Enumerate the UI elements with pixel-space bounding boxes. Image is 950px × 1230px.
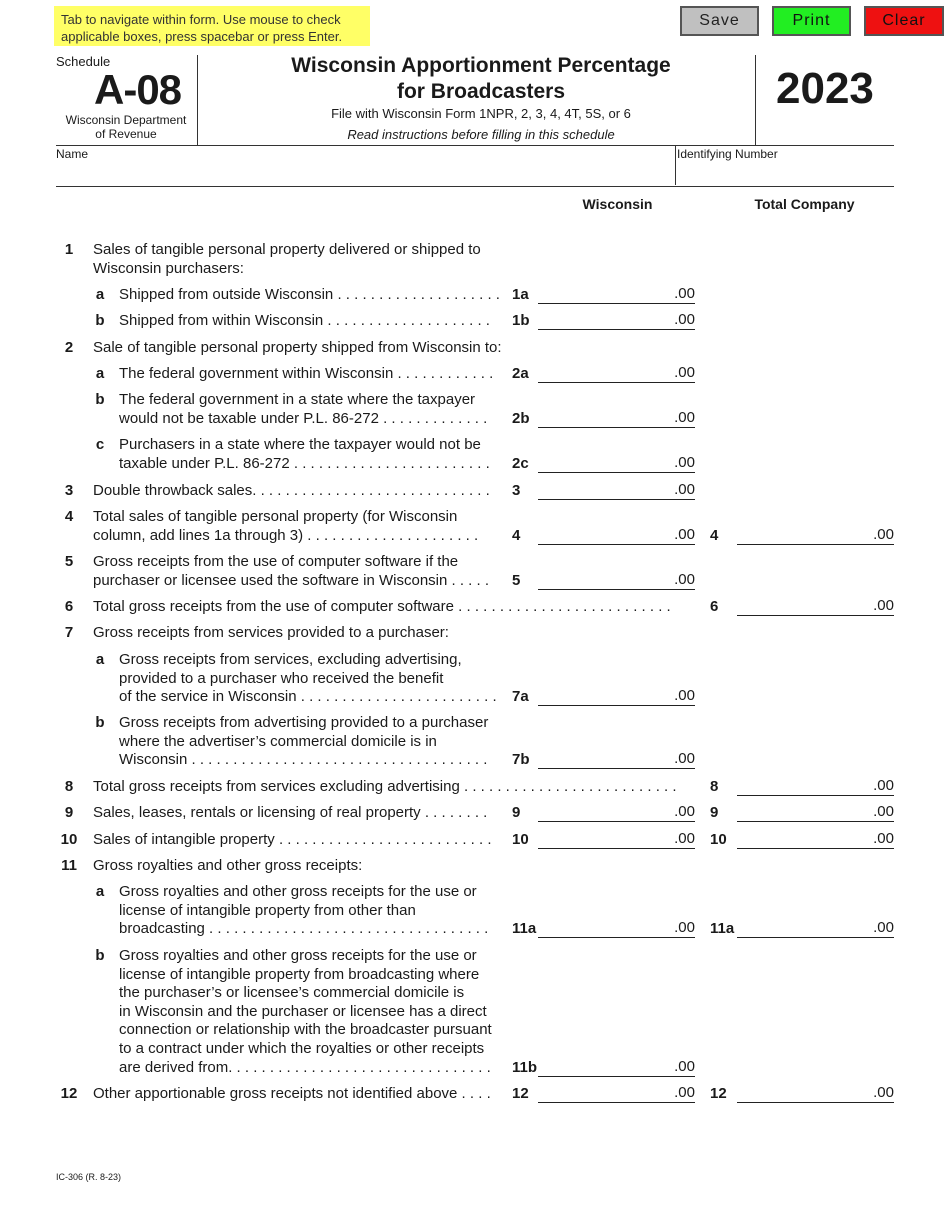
column-header-wisconsin: Wisconsin: [582, 196, 653, 212]
line-1b-description-text: Shipped from within Wisconsin . . . . . . . . . . . . . . . . . . . .: [119, 312, 490, 329]
line-1-description-text: Wisconsin purchasers:: [93, 259, 244, 277]
line-7-description-text: Gross receipts from services provided to a purchaser:: [93, 624, 449, 641]
line-3-description-text: Double throwback sales. . . . . . . . . . . . . . . . . . . . . . . . . . . . .: [93, 482, 490, 499]
line-11b-wi-amount-input[interactable]: [538, 1057, 666, 1075]
line-1b-wi-cents: .00: [674, 311, 695, 328]
line-8-number: 8: [64, 778, 74, 795]
line-2a-description: [119, 365, 493, 384]
line-11b-description-text: the purchaser’s or licensee’s commercial domicile is: [119, 984, 465, 1002]
line-2b-wi-amount-input[interactable]: [538, 408, 666, 426]
line-12-tc-amount: [737, 1083, 894, 1103]
line-11a-tc-cents: .00: [873, 919, 894, 937]
line-11b-description-text: are derived from. . . . . . . . . . . . . . . . . . . . . . . . . . . . . . . .: [119, 1058, 491, 1076]
name-input[interactable]: [58, 162, 670, 184]
line-11-description-text: Gross royalties and other gross receipts:: [93, 857, 363, 874]
line-10-wi-box-label: 10: [512, 831, 529, 848]
line-11a-tc-amount-input[interactable]: [737, 918, 865, 936]
line-1-description-text: Sales of tangible personal property delivered or shipped to: [93, 241, 481, 258]
form-title-line-1: Wisconsin Apportionment Percentage: [291, 54, 671, 77]
line-7b-wi-box-label: 7b: [512, 751, 530, 769]
line-3-wi-amount-input[interactable]: [538, 480, 666, 498]
form-title: [250, 53, 712, 105]
line-9-description: [93, 804, 487, 823]
line-1a-wi-cents: .00: [674, 285, 695, 302]
line-6-tc-cents: .00: [873, 597, 894, 614]
line-4-tc-amount-input[interactable]: [737, 525, 865, 543]
line-2a-wi-amount: [538, 363, 695, 383]
line-6-description: [93, 598, 671, 617]
form-title-line-2: for Broadcasters: [396, 80, 566, 103]
line-4-description: [93, 508, 478, 545]
line-11b-description-text: to a contract under which the royalties or other receipts: [119, 1039, 485, 1057]
line-2-number: 2: [64, 339, 74, 356]
line-1-description: [93, 241, 481, 278]
line-7b-description-text: Gross receipts from advertising provided to a purchaser: [119, 714, 489, 731]
tax-year: 2023: [776, 64, 874, 113]
line-2c-description-text: Purchasers in a state where the taxpayer would not be: [119, 436, 481, 453]
line-10-wi-cents: .00: [674, 830, 695, 847]
line-4-description-text: column, add lines 1a through 3) . . . . . . . . . . . . . . . . . . . . .: [93, 526, 479, 544]
line-1b-wi-amount-input[interactable]: [538, 310, 666, 328]
line-11-number: 11: [61, 857, 77, 874]
line-12-wi-amount-input[interactable]: [538, 1083, 666, 1101]
line-11b-wi-amount: [538, 1057, 695, 1077]
line-10-tc-amount: [737, 829, 894, 849]
line-5-wi-box-label: 5: [512, 571, 521, 589]
identifying-number-label: Identifying Number: [677, 147, 778, 161]
line-6-number: 6: [64, 598, 74, 615]
line-2a-wi-box-label: 2a: [512, 365, 529, 382]
line-4-wi-cents: .00: [674, 525, 695, 543]
line-2c-wi-cents: .00: [674, 453, 695, 471]
line-12-wi-cents: .00: [674, 1084, 695, 1101]
line-5-description-text: purchaser or licensee used the software in Wisconsin . . . . .: [93, 571, 490, 589]
line-2a-description-text: The federal government within Wisconsin . . . . . . . . . . . .: [119, 365, 494, 382]
line-2b-number: b: [95, 391, 105, 408]
line-7a-wi-box-label: 7a: [512, 688, 529, 706]
line-2a-wi-amount-input[interactable]: [538, 363, 666, 381]
line-2c-description-text: taxable under P.L. 86-272 . . . . . . . . . . . . . . . . . . . . . . . .: [119, 454, 490, 472]
department-name: [56, 113, 196, 141]
line-7b-wi-cents: .00: [674, 750, 695, 768]
line-2a-wi-cents: .00: [674, 364, 695, 381]
header-rule: [56, 145, 894, 146]
line-2b-description: [119, 391, 487, 428]
line-9-tc-box-label: 9: [710, 804, 719, 821]
line-2b-description-text: The federal government in a state where the taxpayer: [119, 391, 476, 408]
line-10-wi-amount-input[interactable]: [538, 829, 666, 847]
line-10-tc-amount-input[interactable]: [737, 829, 865, 847]
line-9-wi-box-label: 9: [512, 804, 521, 821]
line-11a-description-text: broadcasting . . . . . . . . . . . . . . . . . . . . . . . . . . . . . . . . . .: [119, 920, 489, 938]
line-12-tc-box-label: 12: [710, 1085, 727, 1102]
line-10-number: 10: [60, 831, 78, 848]
line-7b-wi-amount-input[interactable]: [538, 749, 666, 767]
line-7a-number: a: [95, 651, 105, 668]
line-10-description-text: Sales of intangible property . . . . . . . . . . . . . . . . . . . . . . . . . .: [93, 831, 492, 848]
line-7b-description-text: where the advertiser’s commercial domicile is in: [119, 732, 437, 750]
line-11b-description-text: in Wisconsin and the purchaser or licensee has a direct: [119, 1002, 487, 1020]
line-11-description: [93, 857, 362, 876]
line-2b-wi-amount: [538, 408, 695, 428]
line-4-description-text: Total sales of tangible personal property (for Wisconsin: [93, 508, 458, 525]
line-7b-description: [119, 714, 488, 770]
line-11b-description-text: Gross royalties and other gross receipts for the use or: [119, 947, 477, 964]
line-10-tc-cents: .00: [873, 830, 894, 847]
line-9-tc-cents: .00: [873, 803, 894, 820]
line-1b-wi-amount: [538, 310, 695, 330]
line-5-description-text: Gross receipts from the use of computer software if the: [93, 553, 459, 570]
line-5-number: 5: [64, 553, 74, 570]
line-9-wi-amount-input[interactable]: [538, 802, 666, 820]
line-5-wi-amount-input[interactable]: [538, 570, 666, 588]
line-10-description: [93, 831, 492, 850]
line-7-description: [93, 624, 449, 643]
line-1a-wi-amount-input[interactable]: [538, 284, 666, 302]
identifying-number-input[interactable]: [679, 162, 891, 184]
line-1b-wi-box-label: 1b: [512, 312, 530, 329]
line-11b-description: [119, 947, 492, 1077]
line-11a-description-text: license of intangible property from other than: [119, 901, 416, 919]
line-1-number: 1: [64, 241, 74, 258]
line-9-tc-amount: [737, 802, 894, 822]
schedule-label: Schedule: [56, 54, 111, 69]
line-6-tc-amount-input[interactable]: [737, 596, 865, 614]
line-5-description: [93, 553, 489, 590]
line-2-description-text: Sale of tangible personal property shipped from Wisconsin to:: [93, 339, 502, 356]
line-7a-description-text: Gross receipts from services, excluding advertising,: [119, 651, 462, 668]
line-9-tc-amount-input[interactable]: [737, 802, 865, 820]
line-11a-tc-amount: [737, 918, 894, 938]
line-11b-description-text: license of intangible property from broadcasting where: [119, 965, 480, 983]
line-12-wi-box-label: 12: [512, 1085, 529, 1102]
header-divider-left: [197, 55, 198, 145]
name-rule: [56, 186, 894, 187]
line-8-description: [93, 778, 677, 797]
line-6-description-text: Total gross receipts from the use of computer software . . . . . . . . . . . . . . . . . . . . . . . . . .: [93, 598, 671, 615]
line-11b-number: b: [95, 947, 105, 964]
file-with-note: File with Wisconsin Form 1NPR, 2, 3, 4, 4T, 5S, or 6: [331, 106, 631, 121]
line-7b-wi-amount: [538, 749, 695, 769]
read-instructions-note: Read instructions before filling in this schedule: [347, 127, 615, 142]
line-2c-number: c: [95, 436, 105, 453]
line-7b-description-text: Wisconsin . . . . . . . . . . . . . . . . . . . . . . . . . . . . . . . . . . . .: [119, 751, 488, 769]
form-code: IC-306 (R. 8-23): [56, 1172, 122, 1182]
schedule-number: A-08: [94, 66, 182, 113]
line-7b-number: b: [95, 714, 105, 731]
line-4-tc-amount: [737, 525, 894, 545]
line-9-number: 9: [64, 804, 74, 821]
clear-button[interactable]: Clear: [864, 6, 944, 36]
line-7-number: 7: [64, 624, 74, 641]
line-1b-description: [119, 312, 490, 331]
line-12-wi-amount: [538, 1083, 695, 1103]
line-9-wi-amount: [538, 802, 695, 822]
save-button[interactable]: Save: [680, 6, 759, 36]
line-11a-description: [119, 883, 488, 939]
line-2-description: [93, 339, 502, 358]
line-3-number: 3: [64, 482, 74, 499]
line-12-description: [93, 1085, 491, 1104]
line-2b-wi-box-label: 2b: [512, 409, 530, 427]
line-11a-description-text: Gross royalties and other gross receipts for the use or: [119, 883, 477, 900]
line-3-wi-box-label: 3: [512, 482, 521, 499]
line-2c-description: [119, 436, 490, 473]
line-3-wi-cents: .00: [674, 481, 695, 498]
line-11a-wi-box-label: 11a: [512, 920, 537, 938]
line-7a-wi-amount-input[interactable]: [538, 686, 666, 704]
line-7a-wi-cents: .00: [674, 687, 695, 705]
line-11a-wi-amount: [538, 918, 695, 938]
line-6-tc-box-label: 6: [710, 598, 719, 615]
line-3-description: [93, 482, 490, 501]
line-9-wi-cents: .00: [674, 803, 695, 820]
line-12-number: 12: [60, 1085, 78, 1102]
line-3-wi-amount: [538, 480, 695, 500]
line-1a-description-text: Shipped from outside Wisconsin . . . . . . . . . . . . . . . . . . . .: [119, 286, 500, 303]
line-2a-number: a: [95, 365, 105, 382]
line-1a-wi-box-label: 1a: [512, 286, 529, 303]
line-4-wi-amount-input[interactable]: [538, 525, 666, 543]
line-12-tc-cents: .00: [873, 1084, 894, 1101]
line-4-tc-cents: .00: [873, 525, 894, 543]
line-1a-description: [119, 286, 500, 305]
line-8-tc-cents: .00: [873, 777, 894, 794]
line-8-tc-amount: [737, 776, 894, 796]
line-4-number: 4: [64, 508, 74, 525]
line-11b-wi-box-label: 11b: [512, 1058, 538, 1076]
line-4-tc-box-label: 4: [710, 526, 719, 544]
line-2c-wi-amount-input[interactable]: [538, 453, 666, 471]
line-2c-wi-box-label: 2c: [512, 454, 529, 472]
line-9-description-text: Sales, leases, rentals or licensing of real property . . . . . . . .: [93, 804, 488, 821]
department-line-2: of Revenue: [95, 127, 157, 141]
header-divider-right: [755, 55, 756, 145]
line-5-wi-cents: .00: [674, 570, 695, 588]
line-1a-number: a: [95, 286, 105, 303]
line-7a-description-text: provided to a purchaser who received the benefit: [119, 669, 444, 687]
name-id-divider: [675, 145, 676, 185]
line-6-tc-amount: [737, 596, 894, 616]
line-12-description-text: Other apportionable gross receipts not identified above . . . .: [93, 1085, 491, 1102]
line-11b-wi-cents: .00: [674, 1057, 695, 1075]
line-10-tc-box-label: 10: [710, 831, 727, 848]
line-8-description-text: Total gross receipts from services excluding advertising . . . . . . . . . . . . . . . . . . . . . . . . . .: [93, 778, 677, 795]
line-12-tc-amount-input[interactable]: [737, 1083, 865, 1101]
line-2c-wi-amount: [538, 453, 695, 473]
line-7a-description-text: of the service in Wisconsin . . . . . . . . . . . . . . . . . . . . . . . .: [119, 688, 497, 706]
line-2b-description-text: would not be taxable under P.L. 86-272 . . . . . . . . . . . . .: [119, 409, 488, 427]
line-2b-wi-cents: .00: [674, 408, 695, 426]
line-8-tc-amount-input[interactable]: [737, 776, 865, 794]
print-button[interactable]: Print: [772, 6, 851, 36]
line-8-tc-box-label: 8: [710, 778, 719, 795]
line-7a-description: [119, 651, 497, 707]
form-instructions-banner: Tab to navigate within form. Use mouse to check applicable boxes, press spacebar or press Enter.: [54, 6, 370, 46]
line-1a-wi-amount: [538, 284, 695, 304]
line-11a-wi-amount-input[interactable]: [538, 918, 666, 936]
line-1b-number: b: [95, 312, 105, 329]
line-11a-wi-cents: .00: [674, 919, 695, 937]
line-11b-description-text: connection or relationship with the broadcaster pursuant: [119, 1021, 492, 1039]
line-4-wi-box-label: 4: [512, 526, 521, 544]
line-10-wi-amount: [538, 829, 695, 849]
line-5-wi-amount: [538, 570, 695, 590]
column-header-total-company: Total Company: [754, 196, 855, 212]
department-line-1: Wisconsin Department: [65, 113, 187, 127]
line-11a-tc-box-label: 11a: [710, 920, 735, 938]
name-label: Name: [56, 147, 89, 161]
line-7a-wi-amount: [538, 686, 695, 706]
line-11a-number: a: [95, 883, 105, 900]
line-4-wi-amount: [538, 525, 695, 545]
